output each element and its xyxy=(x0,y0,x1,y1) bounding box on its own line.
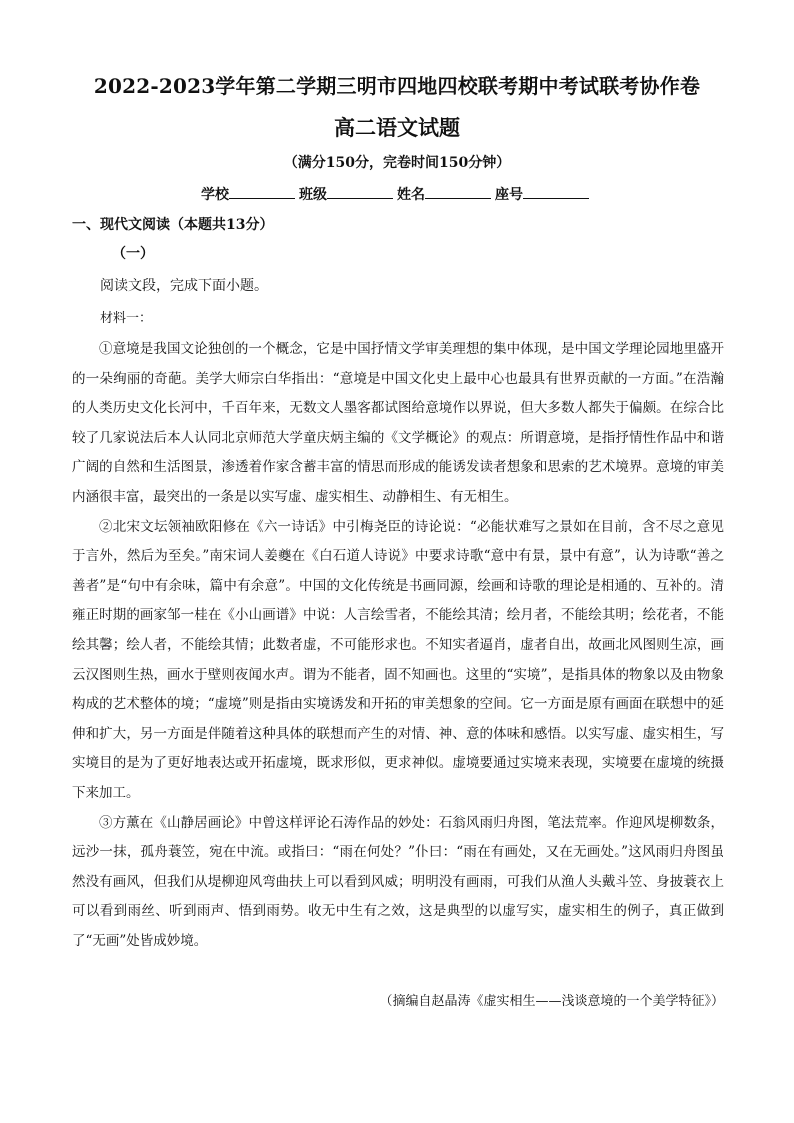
class-blank[interactable] xyxy=(327,184,393,199)
class-label: 班级 xyxy=(299,187,327,203)
passage-body xyxy=(72,335,724,956)
source-note: （摘编自赵晶涛《虚实相生——浅谈意境的一个美学特征》） xyxy=(379,994,724,1009)
school-label: 学校 xyxy=(201,187,229,203)
name-blank[interactable] xyxy=(425,184,491,199)
name-label: 姓名 xyxy=(397,187,425,203)
score-note: （满分150分，完卷时间150分钟） xyxy=(283,155,511,171)
seat-blank[interactable] xyxy=(523,184,589,199)
school-blank[interactable] xyxy=(229,184,295,199)
exam-title: 2022-2023学年第二学期三明市四地四校联考期中考试联考协作卷 xyxy=(93,74,701,98)
paragraph-2: ②北宋文坛领袖欧阳修在《六一诗话》中引梅尧臣的诗论说：“必能状难写之景如在目前，含不尽之意见于言外，然后为至矣。”南宋词人姜夔在《白石道人诗说》中要求诗歌“意中有景，景中有意”，认为诗歌“善之善者”是“句中有余味，篇中有余意”。中国的文化传统是书画同源，绘画和诗歌的理论是相通的、互补的。清雍正时期的画家邹一桂在《小山画谱》中说：人言绘雪者，不能绘其清；绘月者，不能绘其明；绘花者，不能绘其馨；绘人者，不能绘其情；此数者虚，不可能形求也。不知实者逼肖，虚者自出，故画北风图则生凉，画云汉图则生热，画水于壁则夜闻水声。谓为不能者，固不知画也。这里的“实境”，是指具体的物象以及由物象构成的艺术整体的境；“虚境”则是指由实境诱发和开拓的审美想象的空间。它一方面是原有画面在联想中的延伸和扩大，另一方面是伴随着这种具体的联想而产生的对情、神、意的体味和感悟。以实写虚、虚实相生，写实境目的是为了更好地表达或开拓虚境，既求形似，更求神似。虚境要通过实境来表现，实境要在虚境的统摄下来加工。 xyxy=(72,518,724,801)
seat-label: 座号 xyxy=(495,187,523,203)
paragraph-1: ①意境是我国文论独创的一个概念，它是中国抒情文学审美理想的集中体现，是中国文学理论园地里盛开的一朵绚丽的奇葩。美学大师宗白华指出：“意境是中国文化史上最中心也最具有世界贡献的一方面。”在浩瀚的人类历史文化长河中，千百年来，无数文人墨客都试图给意境作以界说，但大多数人都失于偏颇。在综合比较了几家说法后本人认同北京师范大学童庆炳主编的《文学概论》的观点：所谓意境，是指抒情性作品中和谐广阔的自然和生活图景，渗透着作家含蓄丰富的情思而形成的能诱发读者想象和思索的艺术境界。意境的审美内涵很丰富，最突出的一条是以实写虚、虚实相生、动静相生、有无相生。 xyxy=(72,341,724,505)
paragraph-3: ③方薰在《山静居画论》中曾这样评论石涛作品的妙处：石翁风雨归舟图，笔法荒率。作迎风堤柳数条，远沙一抹，孤舟蓑笠，宛在中流。或指曰：“雨在何处？”仆曰：“雨在有画处，又在无画处。”这风雨归舟图虽然没有画风，但我们从堤柳迎风弯曲扶上可以看到风威；明明没有画雨，可我们从渔人头戴斗笠、身披蓑衣上可以看到雨丝、听到雨声、悟到雨势。收无中生有之效，这是典型的以虚写实，虚实相生的例子，真正做到了“无画”处皆成妙境。 xyxy=(72,814,724,949)
student-info-line xyxy=(0,184,794,204)
subsection-heading: （一） xyxy=(112,246,154,262)
material-label: 材料一： xyxy=(100,311,153,326)
instruction-text: 阅读文段，完成下面小题。 xyxy=(100,278,268,294)
subject-title: 高二语文试题 xyxy=(334,115,460,140)
section-heading: 一、现代文阅读（本题共13分） xyxy=(72,217,274,233)
